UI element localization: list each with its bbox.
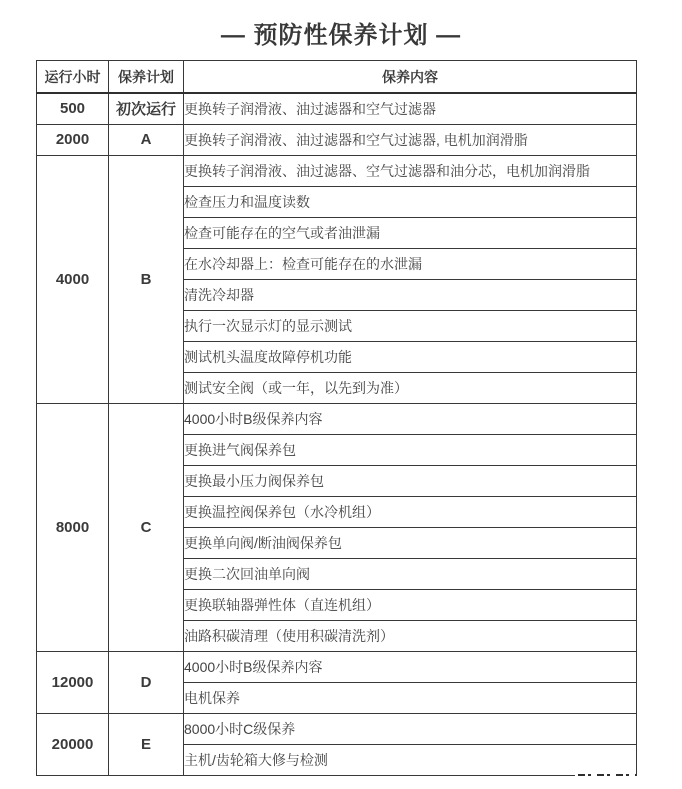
maintenance-content-cell: 更换联轴器弹性体（直连机组） [184,589,637,620]
table-row [37,155,637,186]
column-header-maintenance-plan: 保养计划 [109,61,184,94]
column-header-operating-hours: 运行小时 [37,61,109,94]
table-row [37,713,637,744]
operating-hours-cell: 12000 [37,651,109,713]
maintenance-plan-cell: D [109,651,184,713]
maintenance-content-cell: 执行一次显示灯的显示测试 [184,310,637,341]
maintenance-content-cell: 更换最小压力阀保养包 [184,465,637,496]
operating-hours-cell: 20000 [37,713,109,775]
maintenance-content-cell: 更换二次回油单向阀 [184,558,637,589]
maintenance-content-cell: 测试安全阀（或一年，以先到为准） [184,372,637,403]
operating-hours-cell: 4000 [37,155,109,403]
maintenance-content-cell: 在水冷却器上：检查可能存在的水泄漏 [184,248,637,279]
maintenance-content-cell: 清洗冷却器 [184,279,637,310]
operating-hours-cell: 8000 [37,403,109,651]
table-row [37,403,637,434]
operating-hours-cell: 500 [37,93,109,124]
maintenance-content-cell: 8000小时C级保养 [184,713,637,744]
maintenance-plan-cell: E [109,713,184,775]
table-row [37,93,637,124]
header-row [37,61,637,94]
maintenance-content-cell: 油路积碳清理（使用积碳清洗剂） [184,620,637,651]
table-row [37,124,637,155]
maintenance-content-cell: 更换进气阀保养包 [184,434,637,465]
maintenance-content-cell: 更换转子润滑液、油过滤器、空气过滤器和油分芯，电机加润滑脂 [184,155,637,186]
page-title: — 预防性保养计划 — [220,22,462,49]
maintenance-content-cell: 更换温控阀保养包（水冷机组） [184,496,637,527]
maintenance-content-cell: 电机保养 [184,682,637,713]
maintenance-content-cell: 测试机头温度故障停机功能 [184,341,637,372]
dashed-border-artifact [575,774,636,776]
maintenance-content-cell: 检查压力和温度读数 [184,186,637,217]
maintenance-content-cell: 检查可能存在的空气或者油泄漏 [184,217,637,248]
operating-hours-cell: 2000 [37,124,109,155]
table-row [37,651,637,682]
maintenance-table-wrapper [36,60,636,776]
maintenance-schedule-table [36,60,637,776]
maintenance-content-cell: 4000小时B级保养内容 [184,651,637,682]
maintenance-plan-cell: 初次运行 [109,93,184,124]
maintenance-content-cell: 主机/齿轮箱大修与检测 [184,744,637,775]
maintenance-content-cell: 更换转子润滑液、油过滤器和空气过滤器 [184,93,637,124]
maintenance-plan-cell: C [109,403,184,651]
column-header-maintenance-content: 保养内容 [184,61,637,94]
maintenance-content-cell: 更换单向阀/断油阀保养包 [184,527,637,558]
maintenance-plan-cell: B [109,155,184,403]
maintenance-plan-cell: A [109,124,184,155]
maintenance-content-cell: 4000小时B级保养内容 [184,403,637,434]
maintenance-content-cell: 更换转子润滑液、油过滤器和空气过滤器, 电机加润滑脂 [184,124,637,155]
